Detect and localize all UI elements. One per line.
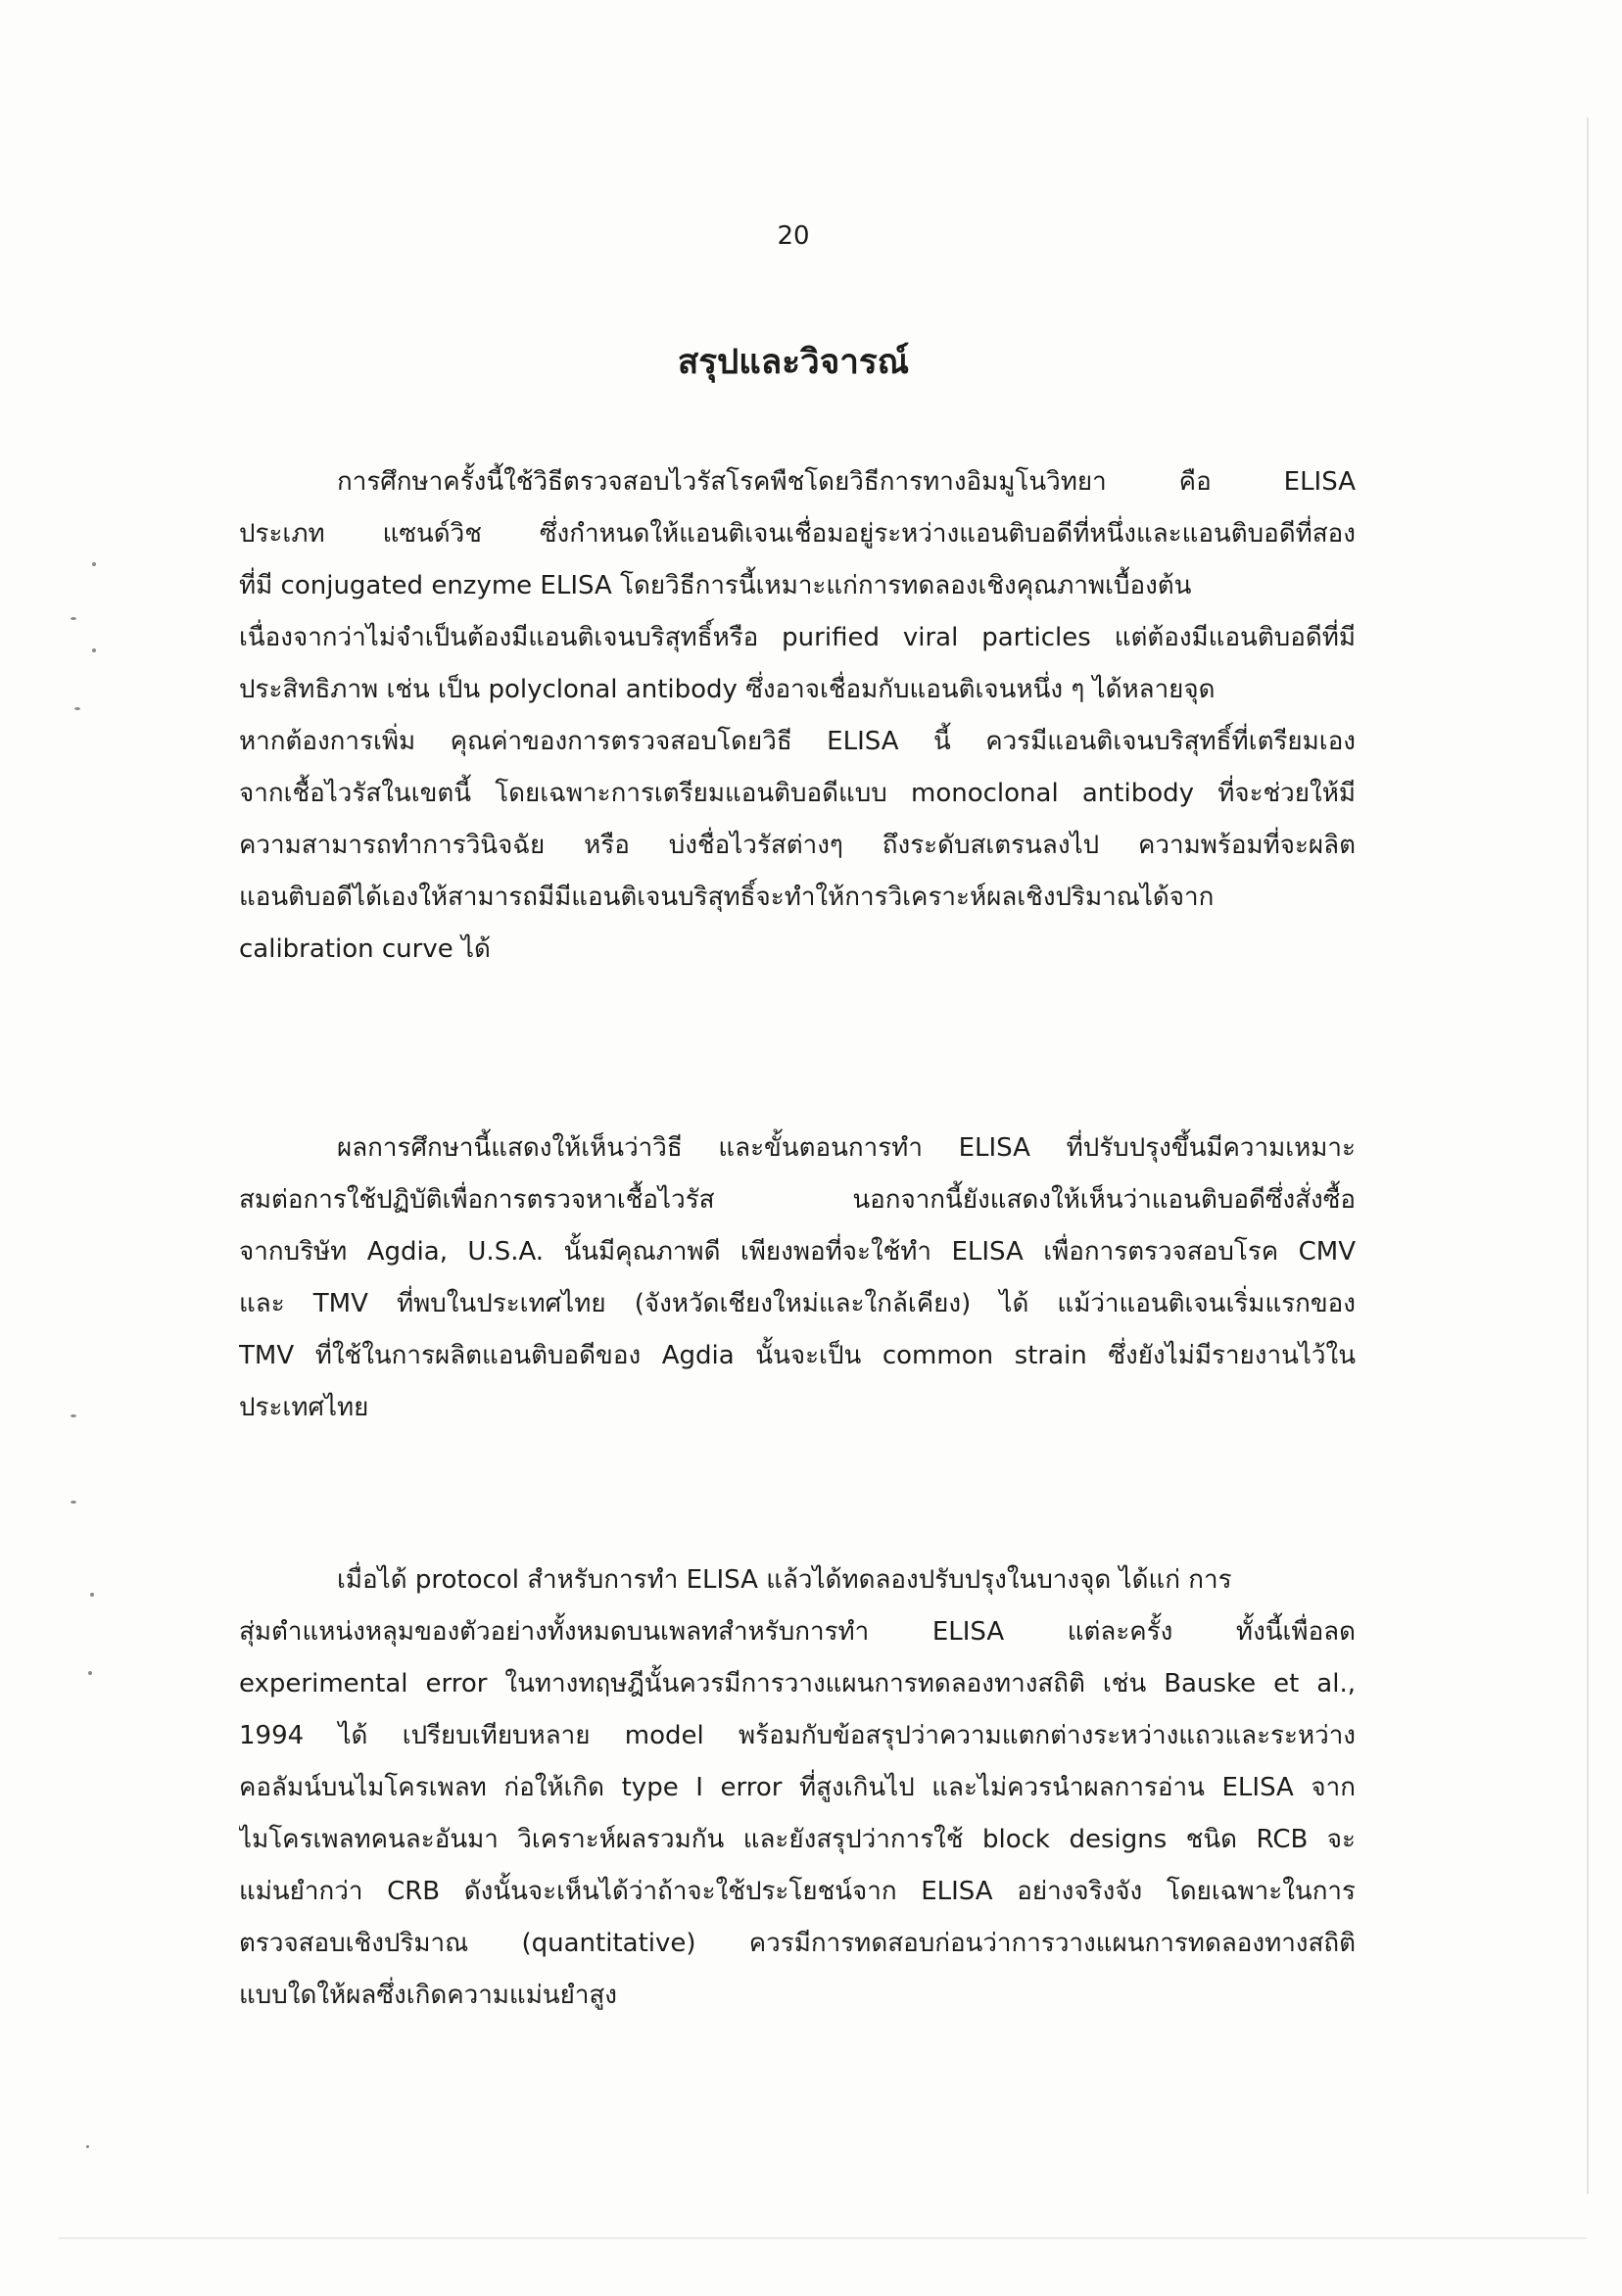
text-line: เมื่อได้ protocol สำหรับการทำ ELISA แล้วได้ทดลองปรับปรุงในบางจุด ได้แก่ การ — [337, 1565, 1232, 1595]
section-title: สรุปและวิจารณ์ — [677, 343, 910, 382]
text-line: experimental error ในทางทฤษฎีนั้นควรมีการวางแผนการทดลองทางสถิติ เช่น Bauske et al., — [239, 1669, 1356, 1698]
scan-speck — [92, 648, 96, 652]
scan-speck — [71, 1501, 76, 1504]
paragraph-2 — [239, 1123, 1356, 1434]
text-line: จากบริษัท Agdia, U.S.A. นั้นมีคุณภาพดี เพียงพอที่จะใช้ทำ ELISA เพื่อการตรวจสอบโรค CMV — [239, 1237, 1356, 1267]
text-line: ตรวจสอบเชิงปริมาณ (quantitative) ควรมีการทดสอบก่อนว่าการวางแผนการทดลองทางสถิติ — [239, 1929, 1356, 1958]
text-line: จากเชื้อไวรัสในเขตนี้ โดยเฉพาะการเตรียมแอนติบอดีแบบ monoclonal antibody ที่จะช่วยให้มี — [239, 779, 1356, 808]
scan-speck — [74, 707, 80, 710]
text-line: สมต่อการใช้ปฏิบัติเพื่อการตรวจหาเชื้อไวรัส นอกจากนี้ยังแสดงให้เห็นว่าแอนติบอดีซึ่งสั่งซื้อ — [239, 1185, 1356, 1215]
scan-speck — [90, 1593, 94, 1597]
text-line: 1994 ได้ เปรียบเทียบหลาย model พร้อมกับข้อสรุปว่าความแตกต่างระหว่างแถวและระหว่าง — [239, 1721, 1356, 1750]
text-line: ผลการศึกษานี้แสดงให้เห็นว่าวิธี และขั้นตอนการทำ ELISA ที่ปรับปรุงขึ้นมีความเหมาะ — [337, 1133, 1356, 1163]
text-line: สุ่มตำแหน่งหลุมของตัวอย่างทั้งหมดบนเพลทสำหรับการทำ ELISA แต่ละครั้ง ทั้งนี้เพื่อลด — [239, 1617, 1356, 1647]
page-number: 20 — [777, 221, 810, 251]
scan-speck — [88, 1671, 92, 1675]
text-line: ที่มี conjugated enzyme ELISA โดยวิธีการนี้เหมาะแก่การทดลองเชิงคุณภาพเบื้องต้น — [239, 571, 1192, 600]
scan-speck — [86, 2145, 89, 2148]
text-line: ประเภท แซนด์วิช ซึ่งกำหนดให้แอนติเจนเชื่อมอยู่ระหว่างแอนติบอดีที่หนึ่งและแอนติบอดีที่สอง — [239, 519, 1356, 549]
text-line: หากต้องการเพิ่ม คุณค่าของการตรวจสอบโดยวิธี ELISA นี้ ควรมีแอนติเจนบริสุทธิ์ที่เตรียมเอง — [239, 727, 1356, 756]
paragraph-3 — [239, 1555, 1356, 2022]
text-line: แบบใดให้ผลซึ่งเกิดความแม่นยำสูง — [239, 1981, 618, 2010]
text-line: และ TMV ที่พบในประเทศไทย (จังหวัดเชียงใหม่และใกล้เคียง) ได้ แม้ว่าแอนติเจนเริ่มแรกของ — [239, 1289, 1356, 1318]
text-line: การศึกษาครั้งนี้ใช้วิธีตรวจสอบไวรัสโรคพืชโดยวิธีการทางอิมมูโนวิทยา คือ ELISA — [337, 467, 1356, 497]
text-line: ประสิทธิภาพ เช่น เป็น polyclonal antibody ซึ่งอาจเชื่อมกับแอนติเจนหนึ่ง ๆ ได้หลายจุด — [239, 675, 1216, 704]
text-line: คอลัมน์บนไมโครเพลท ก่อให้เกิด type I error ที่สูงเกินไป และไม่ควรนำผลการอ่าน ELISA จาก — [239, 1773, 1356, 1802]
text-line: ไมโครเพลทคนละอันมา วิเคราะห์ผลรวมกัน และยังสรุปว่าการใช้ block designs ชนิด RCB จะ — [239, 1825, 1356, 1854]
text-line: แอนติบอดีได้เองให้สามารถมีมีแอนติเจนบริสุทธิ์จะทำให้การวิเคราะห์ผลเชิงปริมาณได้จาก — [239, 883, 1215, 912]
text-line: เนื่องจากว่าไม่จำเป็นต้องมีแอนติเจนบริสุทธิ์หรือ purified viral particles แต่ต้องมีแอนติบอดีที่มี — [239, 623, 1356, 652]
scan-edge-line — [1587, 118, 1589, 2194]
scan-bottom-line — [59, 2237, 1587, 2239]
scan-speck — [71, 1414, 76, 1417]
text-line: ประเทศไทย — [239, 1393, 369, 1422]
text-line: calibration curve ได้ — [239, 934, 491, 964]
scan-speck — [71, 617, 76, 620]
text-line: แม่นยำกว่า CRB ดังนั้นจะเห็นได้ว่าถ้าจะใช้ประโยชน์จาก ELISA อย่างจริงจัง โดยเฉพาะในการ — [239, 1877, 1356, 1906]
text-line: ความสามารถทำการวินิจฉัย หรือ บ่งชื่อไวรัสต่างๆ ถึงระดับสเตรนลงไป ความพร้อมที่จะผลิต — [239, 831, 1356, 860]
text-line: TMV ที่ใช้ในการผลิตแอนติบอดีของ Agdia นั้นจะเป็น common strain ซึ่งยังไม่มีรายงานไว้ใน — [239, 1341, 1356, 1370]
paragraph-1 — [239, 456, 1356, 976]
scan-speck — [92, 562, 96, 566]
